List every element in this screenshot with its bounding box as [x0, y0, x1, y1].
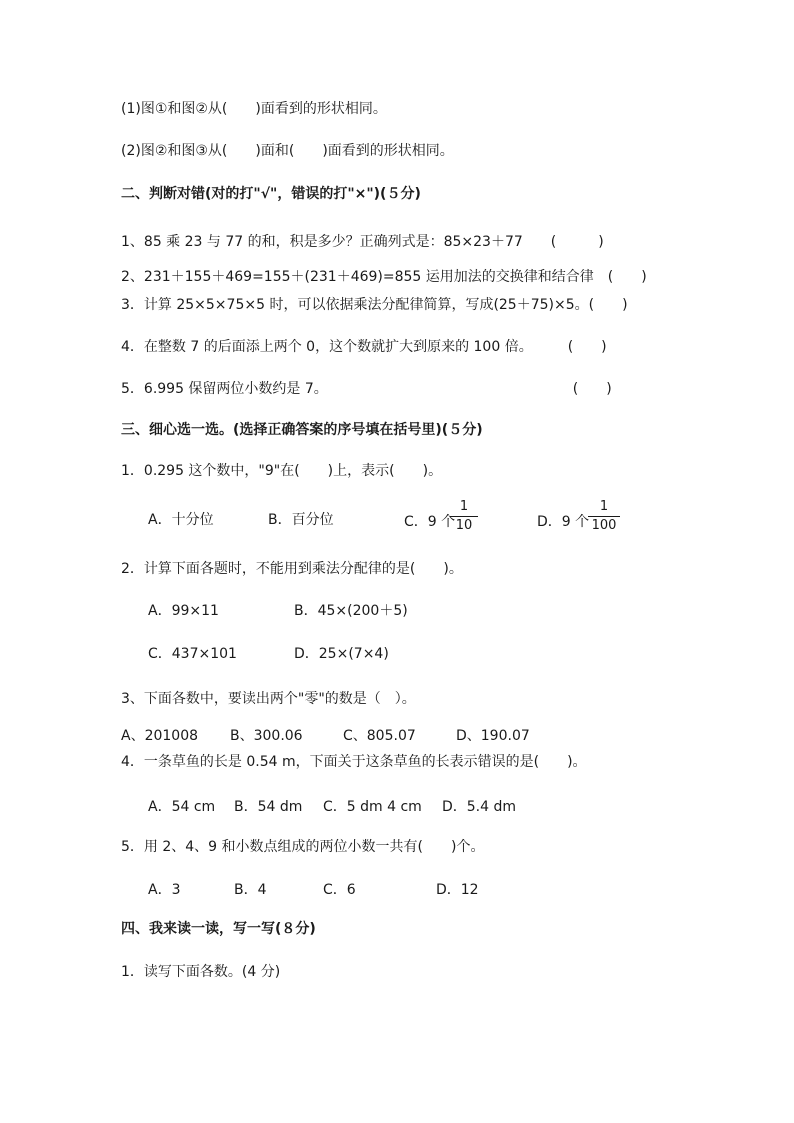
choice-q5-option-a: A．3 — [148, 882, 181, 898]
choice-q1-option-a: A．十分位 — [148, 512, 214, 528]
choice-q3-stem: 3、下面各数中，要读出两个"零"的数是（ ）。 — [121, 691, 416, 707]
choice-q4-option-a: A．54 cm — [148, 799, 216, 815]
fraction-numerator: 1 — [459, 499, 469, 514]
choice-q2-stem: 2．计算下面各题时，不能用到乘法分配律的是( )。 — [121, 561, 463, 577]
fraction-bar — [588, 516, 620, 517]
choice-q1-option-d-fraction — [588, 499, 620, 534]
judge-item-4: 4．在整数 7 的后面添上两个 0，这个数就扩大到原来的 100 倍。 ( ) — [121, 339, 607, 355]
judge-item-3: 3．计算 25×5×75×5 时，可以依据乘法分配律简算，写成(25＋75)×5。( ) — [121, 297, 628, 313]
choice-q5-stem: 5．用 2、4、9 和小数点组成的两位小数一共有( )个。 — [121, 839, 485, 855]
choice-q3-option-d: D、190.07 — [456, 728, 530, 744]
section2-heading: 二、判断对错(对的打"√"，错误的打"×")(５分) — [121, 186, 421, 202]
choice-q1-option-c-fraction — [450, 499, 478, 534]
choice-q2-option-a: A．99×11 — [148, 603, 219, 619]
choice-q1-option-b: B．百分位 — [268, 512, 334, 528]
choice-q4-option-c: C．5 dm 4 cm — [323, 799, 422, 815]
section4-question-1: 1．读写下面各数。(4 分) — [121, 964, 281, 980]
fraction-denominator: 10 — [455, 518, 473, 533]
judge-item-5: 5．6.995 保留两位小数约是 7。 ( ) — [121, 381, 612, 397]
fraction-denominator: 100 — [591, 518, 617, 533]
choice-q2-option-d: D．25×(7×4) — [294, 646, 389, 662]
choice-q5-option-d: D．12 — [436, 882, 479, 898]
section3-heading: 三、细心选一选。(选择正确答案的序号填在括号里)(５分) — [121, 422, 483, 438]
choice-q1-option-d: D．9 个 — [537, 514, 590, 530]
choice-q3-option-a: A、201008 — [121, 728, 199, 744]
choice-q1-stem: 1．0.295 这个数中，"9"在( )上，表示( )。 — [121, 463, 443, 479]
judge-item-1: 1、85 乘 23 与 77 的和，积是多少？正确列式是：85×23＋77 ( ) — [121, 234, 604, 250]
choice-q5-option-c: C．6 — [323, 882, 356, 898]
fraction-numerator: 1 — [599, 499, 609, 514]
choice-q5-option-b: B．4 — [234, 882, 267, 898]
choice-q4-option-b: B．54 dm — [234, 799, 303, 815]
choice-q3-option-b: B、300.06 — [230, 728, 303, 744]
choice-q3-option-c: C、805.07 — [343, 728, 416, 744]
choice-q4-stem: 4．一条草鱼的长是 0.54 m，下面关于这条草鱼的长表示错误的是( )。 — [121, 754, 587, 770]
section1-question-1: (1)图①和图②从( )面看到的形状相同。 — [121, 101, 387, 117]
choice-q4-option-d: D．5.4 dm — [442, 799, 517, 815]
section4-heading: 四、我来读一读，写一写(８分) — [121, 921, 316, 937]
choice-q2-option-b: B．45×(200＋5) — [294, 603, 408, 619]
choice-q1-option-c: C．9 个 — [404, 514, 456, 530]
fraction-bar — [450, 516, 478, 517]
choice-q2-option-c: C．437×101 — [148, 646, 237, 662]
judge-item-2: 2、231＋155＋469=155＋(231＋469)=855 运用加法的交换律和结合律 ( ) — [121, 269, 647, 285]
section1-question-2: (2)图②和图③从( )面和( )面看到的形状相同。 — [121, 143, 454, 159]
